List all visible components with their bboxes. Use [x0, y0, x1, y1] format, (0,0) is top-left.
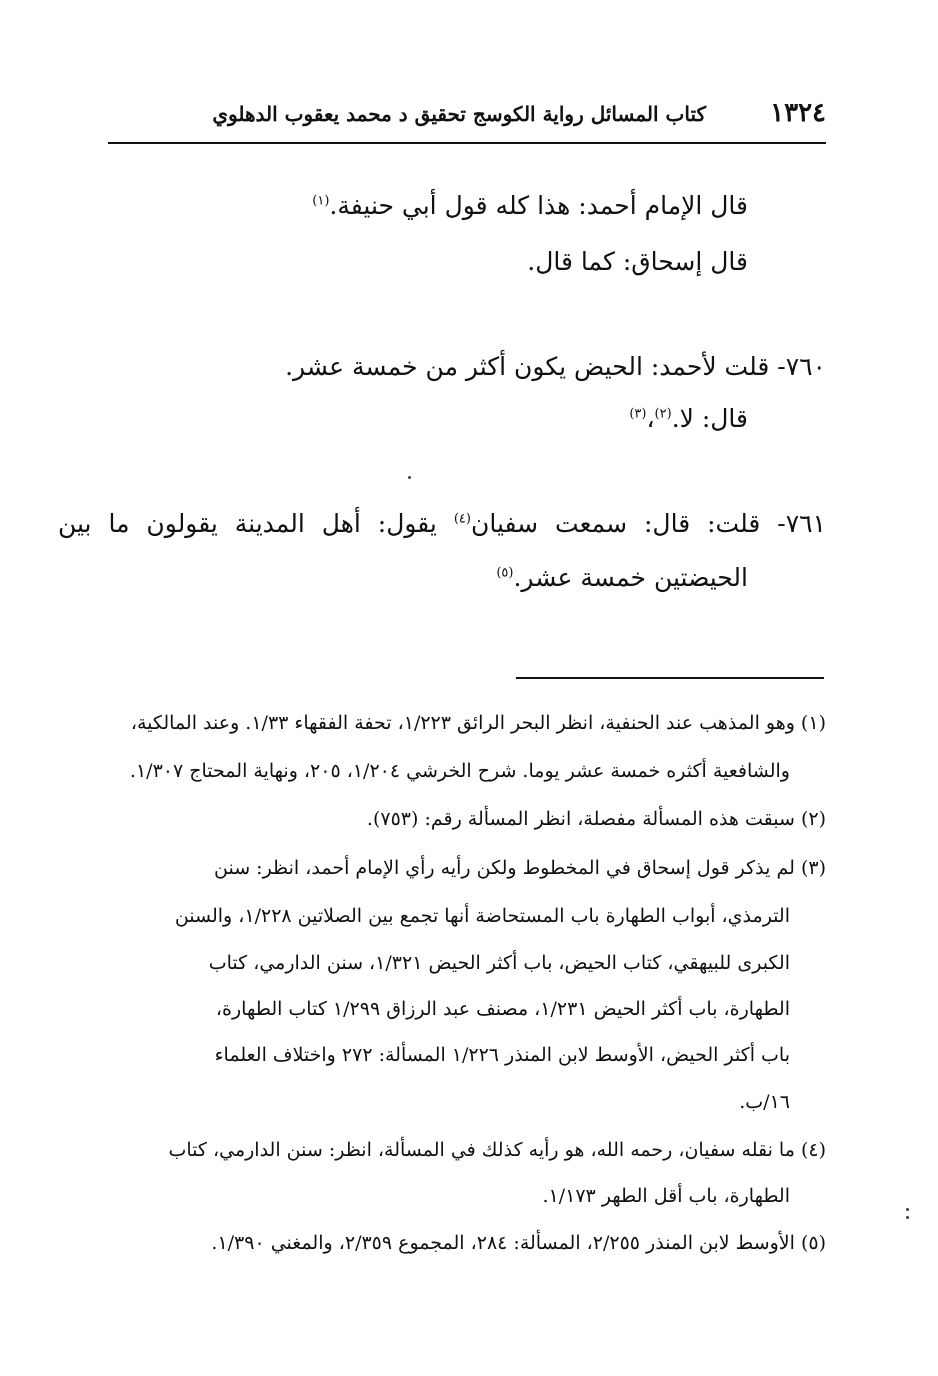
question-760	[285, 349, 826, 385]
footnote-3-line-5: باب أكثر الحيض، الأوسط لابن المنذر ١/٢٢٦ المسألة: ٢٧٢ واختلاف العلماء	[214, 1044, 790, 1066]
header-rule	[108, 142, 826, 144]
margin-mark	[906, 1208, 909, 1211]
footnote-5-line-1: (٥) الأوسط لابن المنذر ٢/٢٥٥، المسألة: ٢٨٤، المجموع ٢/٣٥٩، والمغني ١/٣٩٠.	[211, 1232, 826, 1254]
question-760-text: ٧٦٠- قلت لأحمد: الحيض يكون أكثر من خمسة عشر.	[285, 352, 826, 381]
page-header	[108, 98, 826, 138]
footnote-4-line-1: (٤) ما نقله سفيان، رحمه الله، هو رأيه كذلك في المسألة، انظر: سنن الدارمي، كتاب	[168, 1139, 826, 1161]
stray-mark	[408, 476, 411, 479]
answer-760	[629, 401, 748, 437]
running-title: كتاب المسائل رواية الكوسج تحقيق د محمد يعقوب الدهلوي	[212, 102, 706, 126]
footnote-ref-4: (٤)	[453, 511, 471, 527]
footnote-3-line-3: الكبرى للبيهقي، كتاب الحيض، باب أكثر الحيض ١/٣٢١، سنن الدارمي، كتاب	[208, 952, 790, 974]
body-line-1	[312, 188, 748, 224]
question-761-line-2	[496, 560, 748, 596]
footnote-ref-5: (٥)	[496, 565, 514, 581]
footnote-ref-3: (٣)	[629, 406, 647, 422]
margin-mark	[906, 1216, 909, 1219]
answer-760-separator: ،	[646, 404, 655, 433]
footnote-3-line-1: (٣) لم يذكر قول إسحاق في المخطوط ولكن رأيه رأي الإمام أحمد، انظر: سنن	[214, 857, 826, 879]
footnote-2-line-1: (٢) سبقت هذه المسألة مفصلة، انظر المسألة رقم: (٧٥٣).	[366, 808, 826, 830]
body-line-1-text: قال الإمام أحمد: هذا كله قول أبي حنيفة.	[329, 191, 748, 220]
body-line-2-text: قال إسحاق: كما قال.	[527, 247, 748, 276]
footnote-4-line-2: الطهارة، باب أقل الطهر ١/١٧٣.	[542, 1185, 790, 1207]
footnote-separator	[516, 677, 824, 679]
footnote-1-line-2: والشافعية أكثره خمسة عشر يوما. شرح الخرشي ١/٢٠٤، ٢٠٥، ونهاية المحتاج ١/٣٠٧.	[129, 760, 790, 782]
answer-760-text: قال: لا.	[671, 404, 748, 433]
footnote-ref-1: (١)	[312, 193, 330, 209]
question-761-part-1: ٧٦١- قلت: قال: سمعت سفيان	[470, 509, 826, 538]
footnote-1-line-1: (١) وهو المذهب عند الحنفية، انظر البحر الرائق ١/٢٢٣، تحفة الفقهاء ١/٣٣. وعند المالكية،	[130, 712, 826, 734]
footnote-3-line-4: الطهارة، باب أكثر الحيض ١/٢٣١، مصنف عبد الرزاق ١/٢٩٩ كتاب الطهارة،	[215, 998, 790, 1020]
footnote-3-line-2: الترمذي، أبواب الطهارة باب المستحاضة أنها تجمع بين الصلاتين ١/٢٢٨، والسنن	[174, 905, 790, 927]
question-761-line-2-text: الحيضتين خمسة عشر.	[513, 563, 748, 592]
question-761-part-2: يقول: أهل المدينة يقولون ما بين	[57, 509, 437, 538]
footnote-3-line-6: ١٦/ب.	[739, 1091, 790, 1113]
question-761-line-1	[58, 506, 826, 542]
body-line-2	[527, 244, 748, 280]
footnote-ref-2: (٢)	[654, 406, 672, 422]
page-number: ١٣٢٤	[770, 98, 826, 128]
